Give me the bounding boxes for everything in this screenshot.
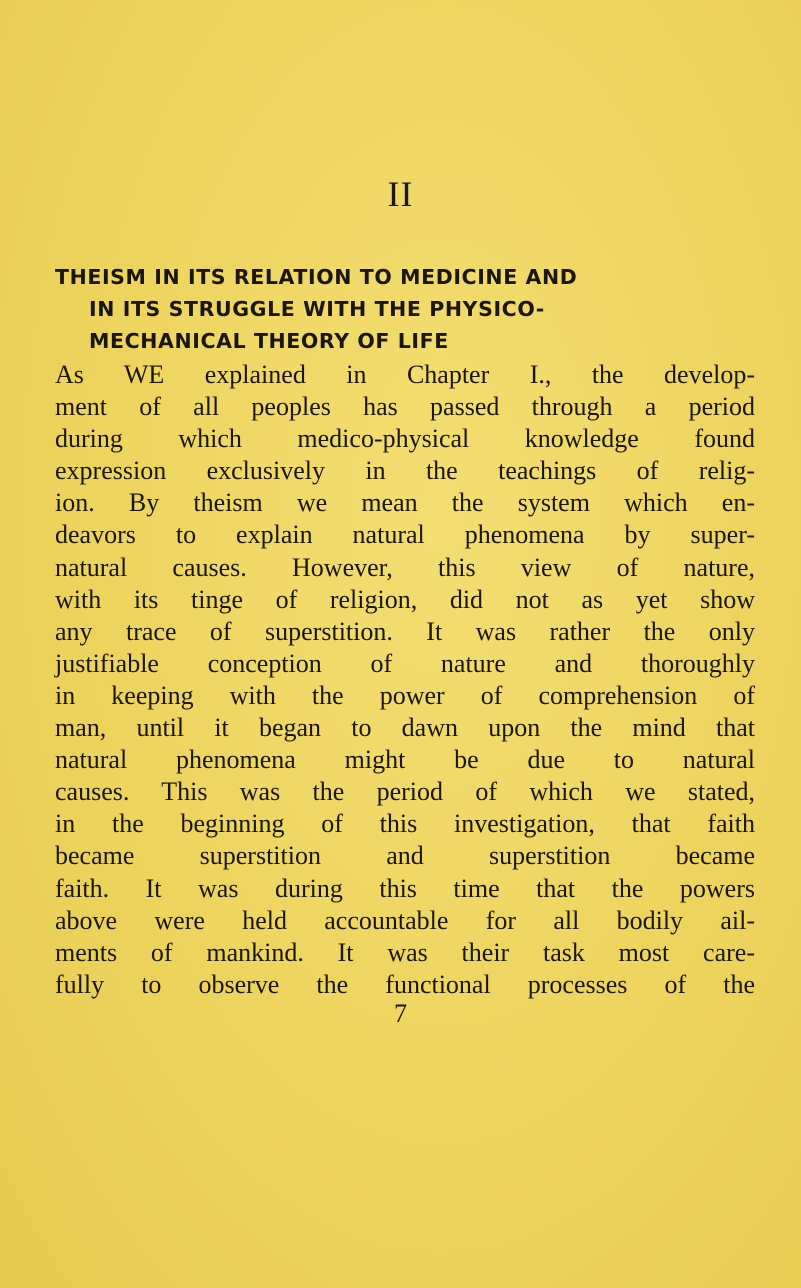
chapter-title-line: THEISM IN ITS RELATION TO MEDICINE AND xyxy=(55,265,578,289)
chapter-title xyxy=(55,261,755,357)
text-line: ion. By theism we mean the system which en- xyxy=(55,488,755,518)
text-line: above were held accountable for all bodily ail- xyxy=(55,905,755,935)
text-line: expression exclusively in the teachings of relig- xyxy=(55,456,755,486)
body-paragraph xyxy=(55,359,755,1001)
text-line: during which medico-physical knowledge found xyxy=(55,424,755,454)
text-line: man, until it began to dawn upon the mind that xyxy=(55,713,755,743)
text-line: As WE explained in Chapter I., the develop- xyxy=(55,360,755,389)
page-number: 7 xyxy=(394,999,407,1028)
text-line: ment of all peoples has passed through a period xyxy=(55,392,755,422)
text-line: justifiable conception of nature and thoroughly xyxy=(55,648,755,678)
text-line: faith. It was during this time that the powers xyxy=(55,873,755,903)
text-line: any trace of superstition. It was rather the only xyxy=(55,616,755,646)
text-line: natural phenomena might be due to natural xyxy=(55,745,755,775)
chapter-title-line: MECHANICAL THEORY OF LIFE xyxy=(89,329,449,353)
text-line: with its tinge of religion, did not as yet show xyxy=(55,584,755,614)
text-line: in keeping with the power of comprehension of xyxy=(55,680,755,710)
text-line: fully to observe the functional processes of the xyxy=(55,969,755,999)
chapter-number: II xyxy=(387,174,414,214)
text-line: deavors to explain natural phenomena by super- xyxy=(55,520,755,550)
text-line: ments of mankind. It was their task most care- xyxy=(55,937,755,967)
text-line: became superstition and superstition became xyxy=(55,841,755,871)
text-line: causes. This was the period of which we stated, xyxy=(55,777,755,807)
chapter-title-line: IN ITS STRUGGLE WITH THE PHYSICO- xyxy=(89,297,545,321)
text-line: in the beginning of this investigation, that faith xyxy=(55,809,755,839)
text-line: natural causes. However, this view of nature, xyxy=(55,552,755,582)
